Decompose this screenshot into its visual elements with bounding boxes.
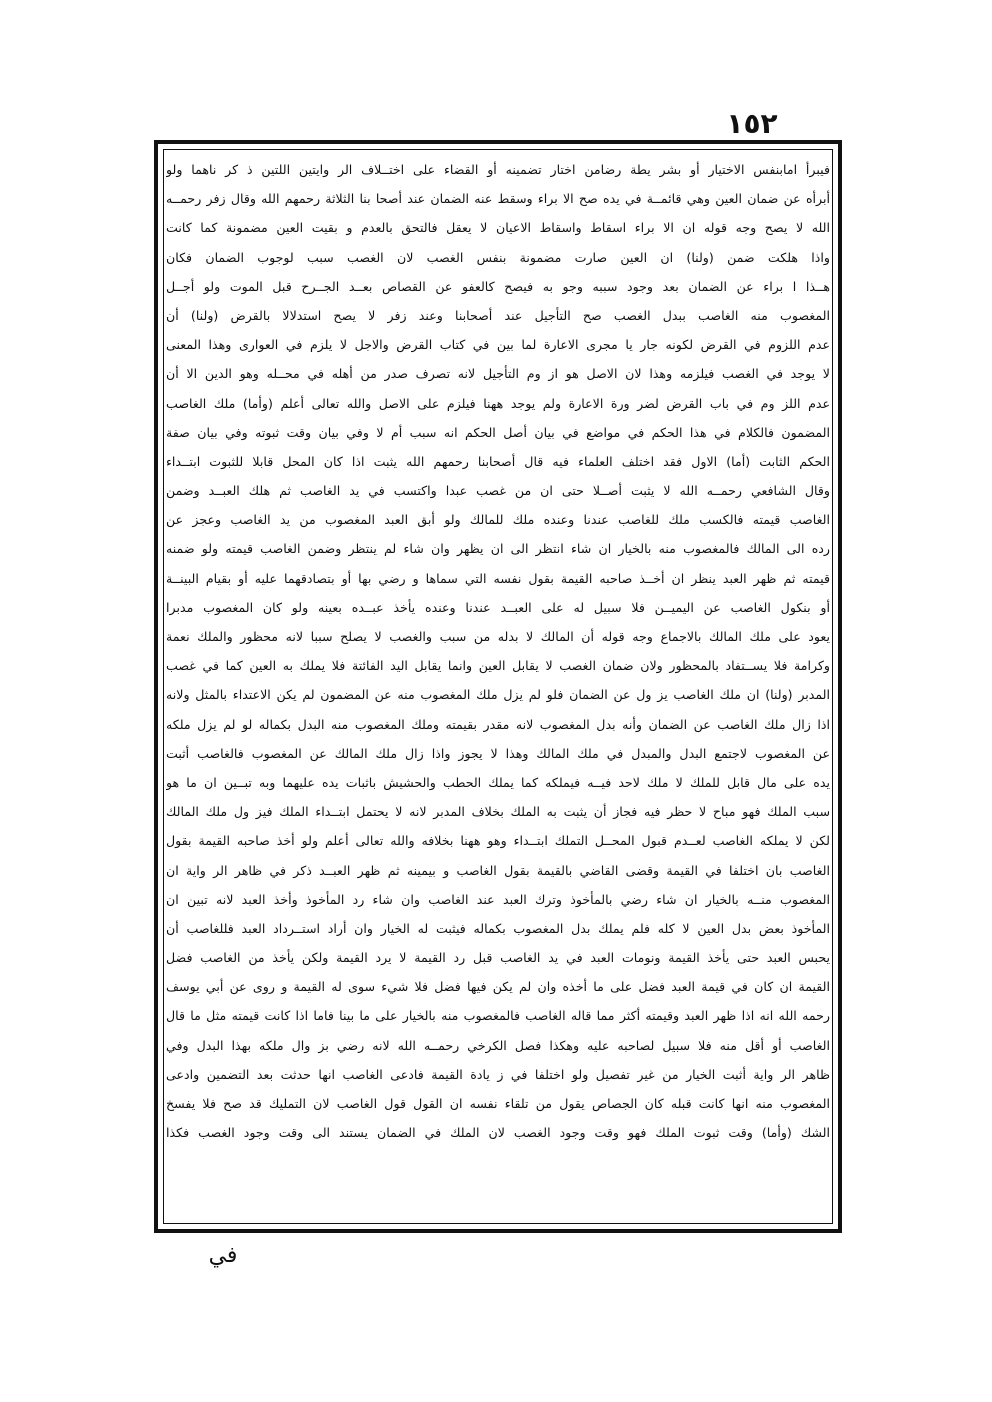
text-line: الشك (وأما) وقت ثبوت الملك فهو وقت وجود الغصب لان الملك في الضمان يستند الى وقت وجود الغصب فكذا	[166, 1125, 830, 1141]
text-line: رده الى المالك فالمغصوب منه بالخيار ان شاء انتظر الى ان يظهر وان شاء لم ينتظر وضمن الغاصب قيمته ولو ضمنه	[166, 541, 830, 557]
text-block	[166, 155, 830, 1225]
text-line: رحمه الله انه اذا ظهر العبد وقيمته أكثر مما قاله الغاصب فالمغصوب منه بالخيار على ما بينا فاما اذا كانت قيمته مثل ما قال	[166, 1008, 830, 1024]
text-line: واذا هلكت ضمن (ولنا) ان العين صارت مضمونة بنفس الغصب لان الغصب سبب لوجوب الضمان فكان	[166, 249, 830, 265]
text-line: الحكم الثابت (أما) الاول فقد اختلف العلماء فيه قال أصحابنا رحمهم الله يثبت اذا كان المحل قابلا للثبوت ابتــداء	[166, 453, 830, 469]
text-line: المدبر (ولنا) ان ملك الغاصب يز ول عن الضمان فلو لم يزل ملك المغصوب منه عن المضمون لم يكن الاعتداء بالمثل ولانه	[166, 687, 830, 703]
text-line: يده على مال قابل للملك لا ملك لاحد فيــه فيملكه كما يملك الحطب والحشيش باثبات يده عليهما وبه تبــين ان ما هو	[166, 774, 830, 790]
text-line: عدم اللز وم في باب القرض لضر ورة الاعارة ولم يوجد ههنا فيلزم على الاصل والله تعالى أعلم (وأما) ملك الغاصب	[166, 395, 830, 411]
text-line: المغصوب منه انها كانت قبله كان الجصاص يقول من تلقاء نفسه ان القول قول الغاصب لان التمليك قد صح فلا يفسخ	[166, 1096, 830, 1111]
text-line: المغصوب منــه بالخيار ان شاء رضي بالمأخوذ وترك العبد عند الغاصب وان شاء رد المأخوذ وأخذ العبد لانه تبين ان	[166, 891, 830, 907]
text-line: سبب الملك فهو مباح لا حظر فيه فجاز أن يثبت به الملك بخلاف المدبر لانه لا يحتمل ابتــداء الملك فيز ول ملك المالك	[166, 804, 830, 820]
catchword: في	[208, 1243, 238, 1268]
text-line: المأخوذ بعض بدل العين لا كله فلم يملك بدل المغصوب بكماله فيثبت له الخيار وان أراد استــرداد العبد فللغاصب أن	[166, 920, 830, 936]
text-line: أو بنكول الغاصب عن اليميــن فلا سبيل له على العبــد عندنا وعنده يأخذ عبــده بعينه ولو كان المغصوب مدبرا	[166, 599, 830, 615]
text-line: لكن لا يملكه الغاصب لعــدم قبول المحــل التملك ابتــداء وهو ههنا بخلافه والله تعالى أعلم ولو أخذ صاحبه القيمة بقول	[166, 833, 830, 849]
text-line: أبرأه عن ضمان العين وهي قائمــة في يده صح الا براء وسقط عنه الضمان عند أصحا بنا الثلاثة رحمهم الله وقال زفر رحمــه	[166, 191, 830, 207]
text-line: القيمة ان كان في قيمة العبد فضل على ما أخذه وان لم يكن فيها فضل فلا شيء سوى له القيمة و روى عن أبي يوسف	[166, 979, 830, 995]
text-line: الغاصب أو أقل منه فلا سبيل لصاحبه عليه وهكذا فصل الكرخي رحمــه الله لانه رضي بز وال ملكه بهذا البدل وفي	[166, 1037, 830, 1053]
text-line: يحبس العبد حتى يأخذ القيمة ونومات العبد في يد الغاصب قبل رد القيمة لا يرد القيمة ولكن يأخذ من الغاصب فضل	[166, 950, 830, 966]
text-line: وكرامة فلا يســتفاد بالمحظور ولان ضمان الغصب لا يقابل العين وانما يقابل اليد الفائتة فلا يملك به العين كما في غصب	[166, 658, 830, 674]
text-line: لا يوجد في الغصب فيلزمه وهذا لان الاصل هو از وم التأجيل لانه تصرف صدر من أهله في محــله وهو الدين الا أن	[166, 366, 830, 382]
text-line: اذا زال ملك الغاصب عن الضمان وأنه بدل المغصوب لانه مقدر بقيمته وملك المغصوب منه البدل بكماله لو لم يزل ملكه	[166, 716, 830, 732]
text-line: فيبرأ امابنفس الاختيار أو بشر يطة رضامن اختار تضمينه أو القضاء على اختــلاف الر وايتين اللتين ذ كر ناهما ولو	[166, 162, 830, 177]
text-line: ظاهر الر واية أثبت الخيار من غير تفصيل ولو اختلفا في ز يادة القيمة فادعى الغاصب انها حدثت بعد التضمين وادعى	[166, 1066, 830, 1082]
text-line: الغاصب بان اختلفا في القيمة وقضى القاضي بالقيمة بقول الغاصب و بيمينه ثم ظهر العبــد ذكر في ظاهر الر واية ان	[166, 862, 830, 878]
text-line: الله لا يصح وجه قوله ان الا براء اسقاط واسقاط الاعيان لا يعقل فالتحق بالعدم و بقيت العين مضمونة كما كانت	[166, 220, 830, 236]
text-line: قيمته ثم ظهر العبد ينظر ان أخــذ صاحبه القيمة بقول نفسه التي سماها و رضي بها أو بتصادقهما عليه أو بقيام البينــة	[166, 570, 830, 586]
text-line: هــذا ا براء عن الضمان بعد وجود سببه وجو به فيصح كالعفو عن القصاص بعــد الجــرح قبل الموت ولو أجــل	[166, 278, 830, 294]
text-line: عن المغصوب لاجتمع البدل والمبدل في ملك المالك وهذا لا يجوز واذا زال ملك المالك عن المغصوب فالغاصب أثبت	[166, 745, 830, 761]
text-line: وقال الشافعي رحمــه الله لا يثبت أصــلا حتى ان من غصب عبدا واكتسب في يد الغاصب ثم هلك العبــد وضمن	[166, 483, 830, 499]
text-line: عدم اللزوم في القرض لكونه جار يا مجرى الاعارة لما بين في كتاب القرض والاجل لا يلزم في العوارى وهذا المعنى	[166, 337, 830, 353]
text-line: يعود على ملك المالك بالاجماع وجه قوله أن المالك لا بدله من سبب والغصب لا يصلح سببا لانه محظور والملك نعمة	[166, 629, 830, 644]
text-line: الغاصب قيمته فالكسب ملك للغاصب عندنا وعنده ملك للمالك ولو أبق العبد المغصوب من يد الغاصب وعجز عن	[166, 512, 830, 528]
text-line: المغصوب منه الغاصب ببدل الغصب صح التأجيل عند أصحابنا وعند زفر لا يصح استدلالا بالقرض (ولنا) أن	[166, 307, 830, 323]
text-line: المضمون فالكلام في هذا الحكم في مواضع في بيان أصل الحكم انه سبب أم لا وفي بيان وقت ثبوته وفي بيان صفة	[166, 424, 830, 440]
page-number: ١٥٢	[726, 107, 778, 140]
